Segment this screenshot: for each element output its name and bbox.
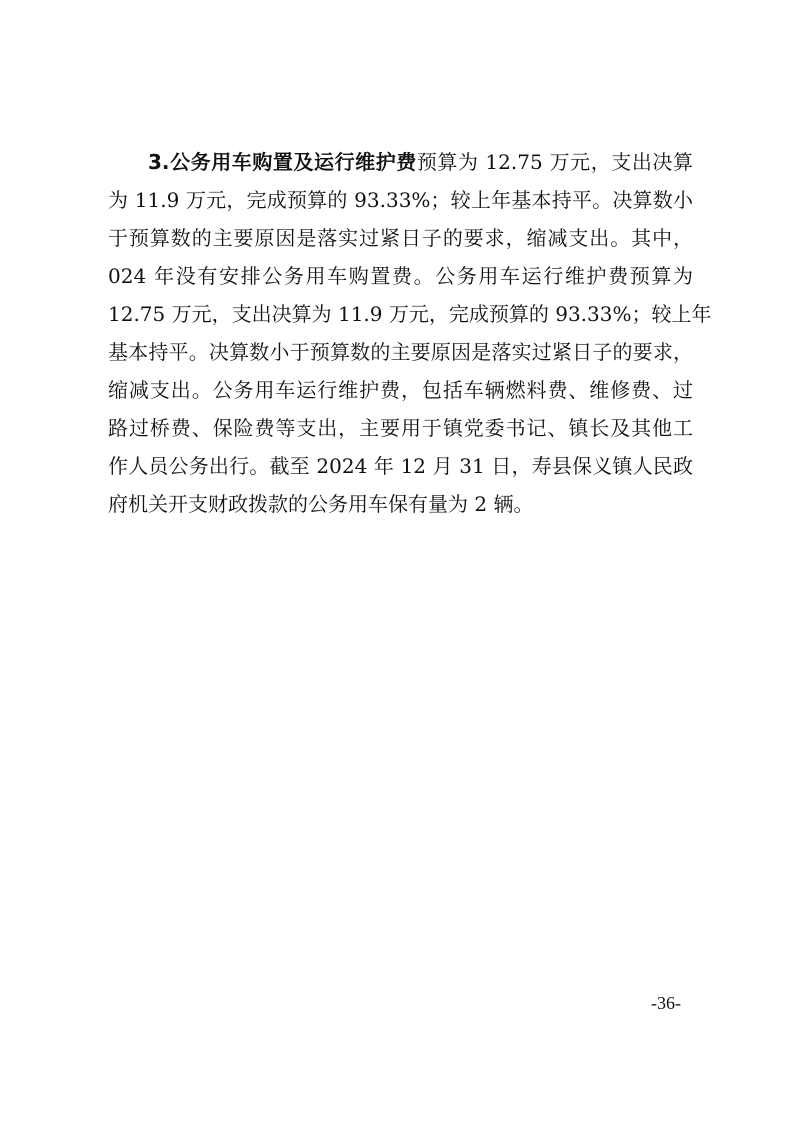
paragraph-line-2: 为 11.9 万元，完成预算的 93.33%；较上年基本持平。决算数小 (108, 188, 693, 212)
section-heading: 3.公务用车购置及运行维护费 (148, 150, 417, 174)
page-number: -36- (651, 993, 681, 1013)
paragraph-line-4: 024 年没有安排公务用车购置费。公务用车运行维护费预算为 (108, 264, 693, 288)
paragraph-line-10: 府机关开支财政拨款的公务用车保有量为 2 辆。 (108, 492, 534, 516)
paragraph-line-8: 路过桥费、保险费等支出，主要用于镇党委书记、镇长及其他工 (108, 416, 693, 440)
paragraph-text: 预算为 12.75 万元，支出决算 (416, 150, 693, 174)
paragraph-line-6: 基本持平。决算数小于预算数的主要原因是落实过紧日子的要求， (108, 340, 693, 364)
body-paragraph (108, 143, 712, 523)
paragraph-line-5: 12.75 万元，支出决算为 11.9 万元，完成预算的 93.33%；较上年 (108, 302, 712, 326)
paragraph-line-7: 缩减支出。公务用车运行维护费，包括车辆燃料费、维修费、过 (108, 378, 693, 402)
paragraph-line-9: 作人员公务出行。截至 2024 年 12 月 31 日，寿县保义镇人民政 (108, 454, 693, 478)
paragraph-line-3: 于预算数的主要原因是落实过紧日子的要求，缩减支出。其中， (108, 226, 693, 250)
paragraph-line-1 (108, 143, 693, 181)
